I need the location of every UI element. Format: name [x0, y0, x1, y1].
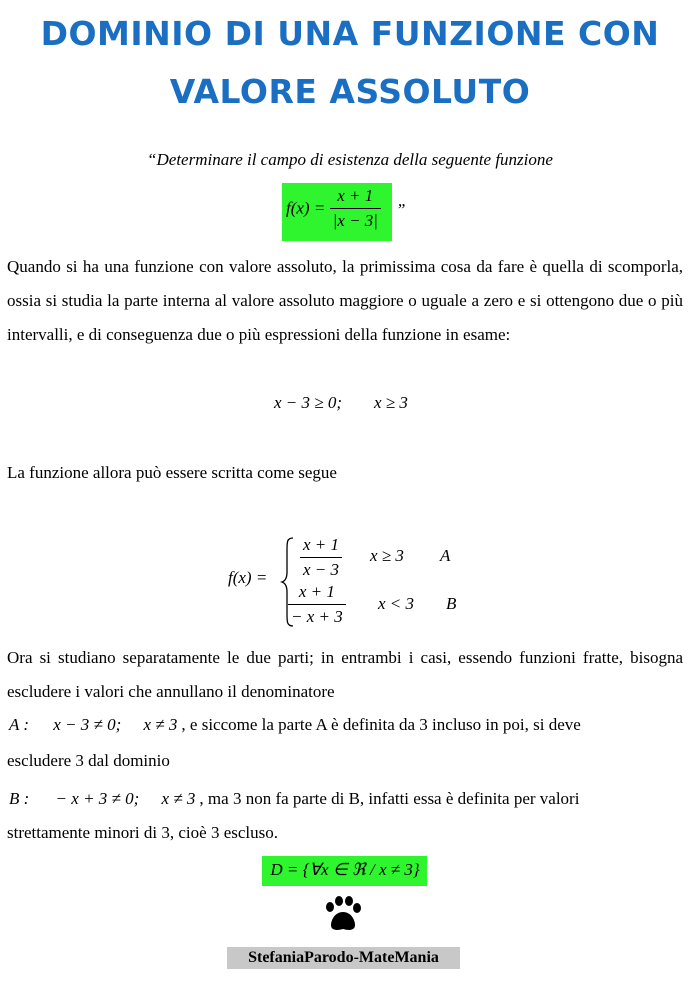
- case-a-analysis-expression: x − 3 ≠ 0;: [53, 715, 122, 734]
- main-formula-lhs: f(x) =: [286, 198, 326, 218]
- main-formula-numerator: x + 1: [330, 184, 381, 209]
- case-a-denominator: x − 3: [303, 560, 340, 579]
- paw-print-icon: [322, 895, 364, 935]
- paragraph-3: Ora si studiano separatamente le due parti; in entrambi i casi, essendo funzioni fratte, bisogna escludere i valori che annullano il denominatore: [7, 648, 683, 701]
- inequality-result: x ≥ 3: [374, 393, 408, 412]
- case-a-analysis-continuation: escludere 3 dal dominio: [7, 751, 170, 770]
- case-b-analysis: [9, 789, 579, 809]
- inequality-expression: x − 3 ≥ 0;: [274, 393, 343, 412]
- domain-result: D = {∀x ∈ ℜ / x ≠ 3}: [270, 860, 420, 879]
- main-formula-denominator: |x − 3|: [332, 211, 378, 230]
- case-a-analysis-result: x ≠ 3: [143, 715, 178, 734]
- paragraph-1: Quando si ha una funzione con valore assoluto, la primissima cosa da fare è quella di scomporla, ossia si studia la parte interna al valore assoluto maggiore o uguale a zero e si ottengono due o più intervalli, e di conseguenza due o più espressioni della funzione in esame:: [7, 257, 683, 344]
- intro-quote: “Determinare il campo di esistenza della seguente funzione: [147, 150, 553, 169]
- piecewise-case-b: [288, 580, 346, 629]
- case-b-analysis-expression: − x + 3 ≠ 0;: [55, 789, 140, 808]
- case-b-label: B: [446, 594, 457, 613]
- paragraph-2: La funzione allora può essere scritta come segue: [7, 463, 337, 482]
- case-a-condition: x ≥ 3: [370, 546, 404, 565]
- case-b-condition: x < 3: [378, 594, 415, 613]
- case-a-numerator: x + 1: [300, 533, 342, 558]
- main-formula: [286, 184, 381, 233]
- case-a-analysis-label: A :: [9, 715, 29, 734]
- piecewise-case-a: [300, 533, 342, 582]
- case-a-fraction: [300, 533, 342, 582]
- case-b-denominator: − x + 3: [291, 607, 343, 626]
- page-title-line-2: VALORE ASSOLUTO: [169, 72, 531, 111]
- page-title-line-1: DOMINIO DI UNA FUNZIONE CON: [40, 14, 660, 53]
- case-a-analysis: [9, 715, 581, 735]
- closing-quote: ”: [396, 200, 406, 219]
- case-b-fraction: [288, 580, 346, 629]
- author-signature: StefaniaParodo-MateMania: [227, 947, 460, 969]
- case-b-analysis-continuation: strettamente minori di 3, cioè 3 escluso.: [7, 823, 278, 842]
- case-b-analysis-text: , ma 3 non fa parte di B, infatti essa è definita per valori: [199, 789, 580, 808]
- case-b-numerator: x + 1: [288, 580, 346, 605]
- case-a-analysis-text: , e siccome la parte A è definita da 3 incluso in poi, si deve: [181, 715, 581, 734]
- case-b-analysis-result: x ≠ 3: [161, 789, 196, 808]
- piecewise-lhs: f(x) =: [228, 568, 268, 587]
- main-formula-fraction: [330, 184, 381, 233]
- case-b-analysis-label: B :: [9, 789, 30, 808]
- case-a-label: A: [440, 546, 451, 565]
